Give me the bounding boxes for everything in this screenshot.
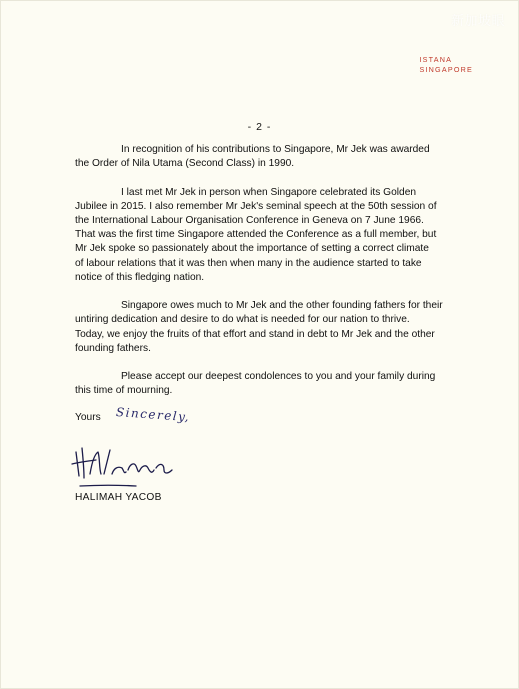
- letterhead-line2: SINGAPORE: [419, 65, 473, 74]
- letterhead: [419, 55, 473, 75]
- closing-handwritten: Sincerely,: [115, 405, 191, 425]
- paragraph-condolences: Please accept our deepest condolences to you and your family during this time of mourning.: [75, 371, 436, 397]
- closing-printed: Yours: [75, 412, 101, 423]
- letterhead-line1: ISTANA: [419, 55, 453, 64]
- handwritten-signature: [68, 440, 188, 490]
- paragraph-tribute: Singapore owes much to Mr Jek and the other founding fathers for their untiring dedication and desire to do what is needed for our nation to thrive. Today, we enjoy the fruits of that effort and stand in debt to Mr Jek and the other founding fathers.: [75, 300, 443, 354]
- letter-body: [75, 143, 465, 413]
- signer-name: HALIMAH YACOB: [75, 492, 162, 503]
- watermark: 新加坡眼: [450, 13, 505, 28]
- paragraph-awards: In recognition of his contributions to Singapore, Mr Jek was awarded the Order of Nila Utama (Second Class) in 1990.: [75, 144, 430, 170]
- page-number: - 2 -: [247, 121, 272, 133]
- paragraph-meeting: I last met Mr Jek in person when Singapore celebrated its Golden Jubilee in 2015. I also remember Mr Jek's seminal speech at the 50th session of the International Labour Organisation Conference in Geneva on 7 June 1966. That was the first time Singapore attended the Conference as a full member, but Mr Jek spoke so passionately about the importance of setting a correct climate of labour relations that it was then when many in the audience started to take notice of this fledging nation.: [75, 186, 437, 283]
